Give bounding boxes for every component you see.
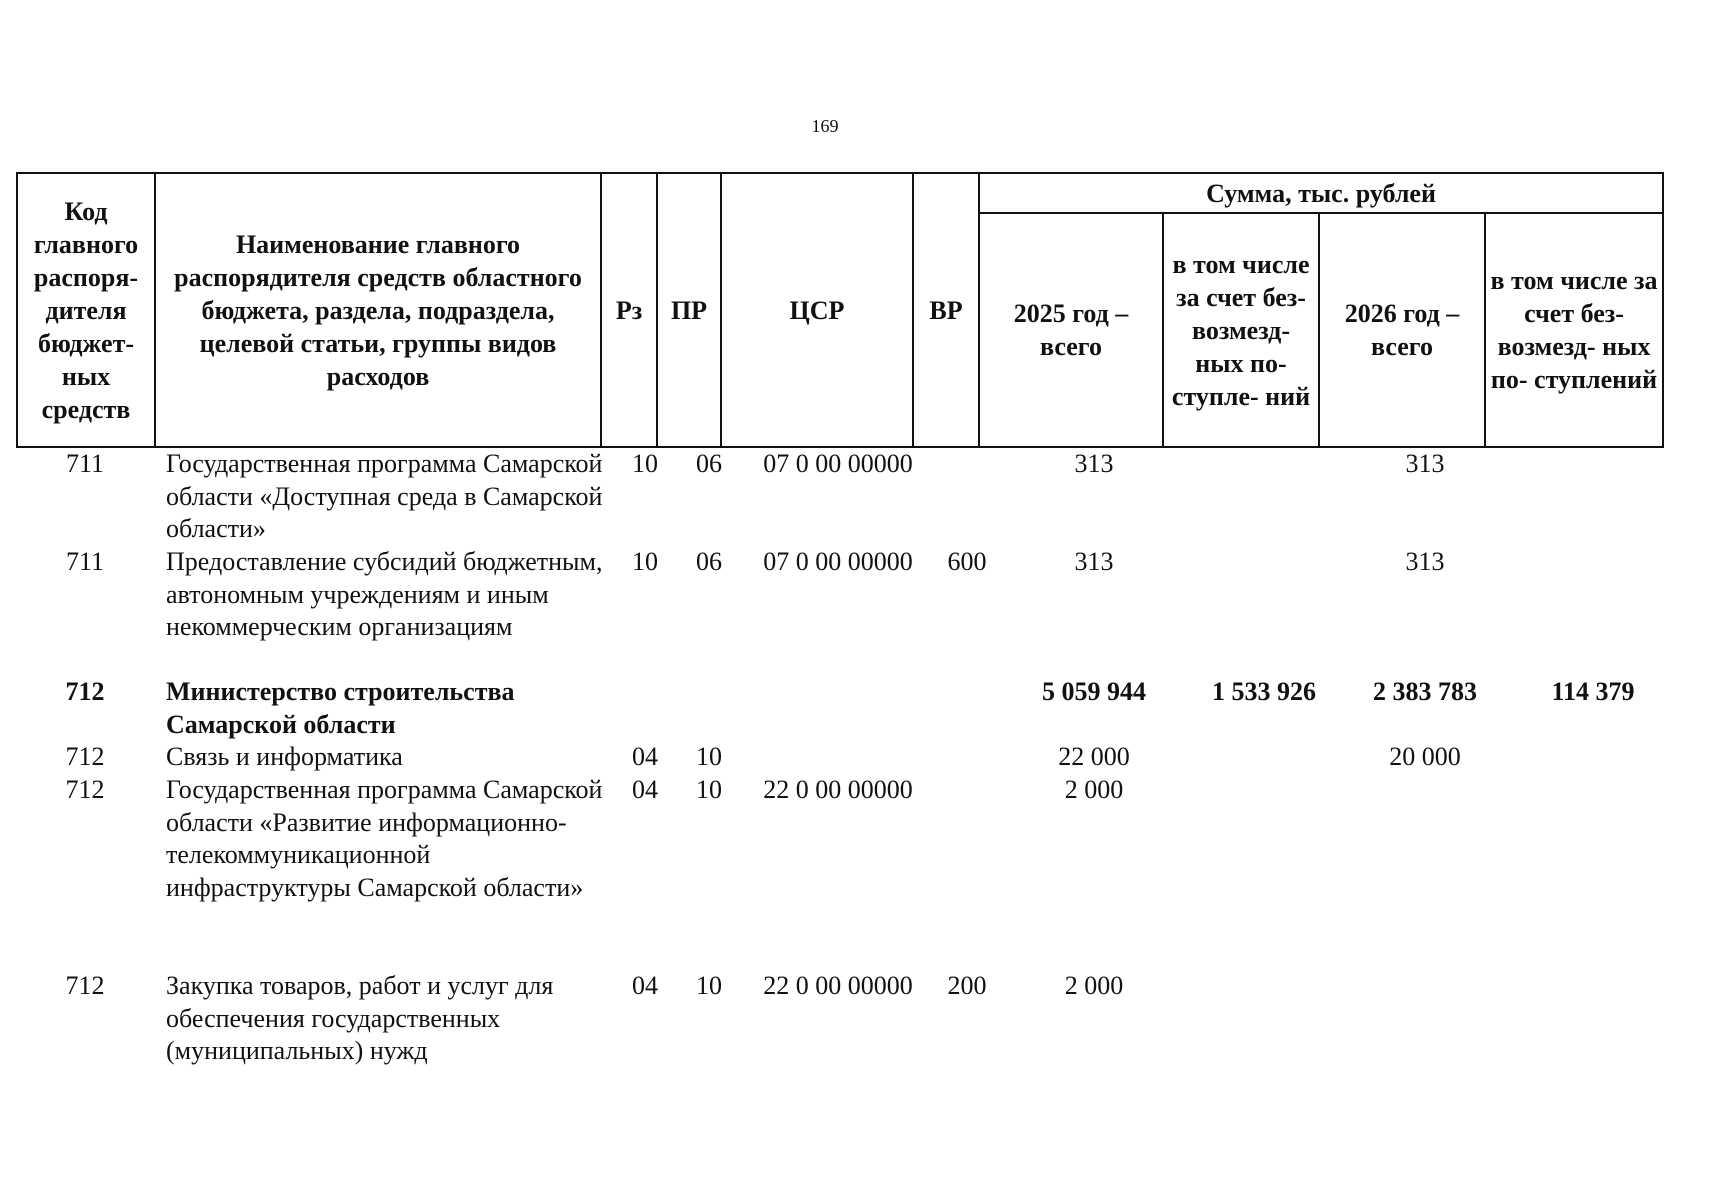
cell-code: 712 [65, 775, 105, 804]
cell-code: 712 [65, 971, 105, 1000]
cell-rz: 04 [632, 742, 658, 771]
table-body [16, 448, 1662, 1068]
cell-name: Связь и информатика [166, 742, 403, 771]
header-code: Код главного распоря- дителя бюджет- ных средств [17, 173, 155, 447]
cell-total-2026: 20 000 [1389, 742, 1461, 771]
cell-total-2025: 2 000 [1064, 775, 1124, 804]
cell-free-2026: 114 379 [1551, 677, 1635, 706]
cell-total-2025: 2 000 [1064, 971, 1124, 1000]
cell-pr: 10 [696, 971, 722, 1000]
cell-code: 712 [65, 742, 105, 771]
table-header [16, 172, 1664, 448]
cell-code: 711 [65, 449, 105, 478]
table-row [16, 448, 1662, 546]
cell-vr: 200 [947, 971, 987, 1000]
cell-csr: 22 0 00 00000 [763, 971, 913, 1000]
cell-name: Предоставление субсидий бюджетным, автономным учреждениям и иным некоммерческим организациям [166, 547, 603, 642]
cell-csr: 22 0 00 00000 [763, 775, 913, 804]
table-row [16, 676, 1662, 741]
cell-total-2025: 313 [1074, 547, 1114, 576]
header-sum-group: Сумма, тыс. рублей [979, 173, 1663, 213]
table-row [16, 970, 1662, 1068]
table-row [16, 741, 1662, 774]
header-total-2026: 2026 год – всего [1319, 213, 1485, 447]
header-name: Наименование главного распорядителя средств областного бюджета, раздела, подраздела, целевой статьи, группы видов расходов [155, 173, 601, 447]
cell-csr: 07 0 00 00000 [763, 449, 913, 478]
cell-vr: 600 [947, 547, 987, 576]
cell-name: Закупка товаров, работ и услуг для обеспечения государственных (муниципальных) нужд [166, 971, 554, 1066]
cell-total-2025: 22 000 [1058, 742, 1130, 771]
cell-code: 711 [65, 547, 105, 576]
cell-rz: 04 [632, 971, 658, 1000]
cell-total-2025: 5 059 944 [1042, 677, 1146, 706]
cell-rz: 10 [632, 449, 658, 478]
table-row [16, 546, 1662, 676]
header-free-2026: в том числе за счет без- возмезд- ных по- ступлений [1485, 213, 1663, 447]
cell-rz: 04 [632, 775, 658, 804]
header-pr: ПР [657, 173, 721, 447]
cell-name: Государственная программа Самарской области «Развитие информационно-телекоммуникационной инфраструктуры Самарской области» [166, 775, 603, 902]
header-rz: Рз [601, 173, 657, 447]
cell-pr: 10 [696, 742, 722, 771]
cell-total-2026: 2 383 783 [1373, 677, 1477, 706]
cell-pr: 06 [696, 547, 722, 576]
header-free-2025: в том числе за счет без- возмезд- ных по- ступле- ний [1163, 213, 1319, 447]
cell-name: Государственная программа Самарской области «Доступная среда в Самарской области» [166, 449, 603, 544]
cell-csr: 07 0 00 00000 [763, 547, 913, 576]
cell-free-2025: 1 533 926 [1212, 677, 1316, 706]
header-vr: ВР [913, 173, 979, 447]
cell-rz: 10 [632, 547, 658, 576]
cell-total-2026: 313 [1405, 547, 1445, 576]
cell-total-2025: 313 [1074, 449, 1114, 478]
cell-pr: 06 [696, 449, 722, 478]
header-total-2025: 2025 год – всего [979, 213, 1163, 447]
cell-code: 712 [65, 677, 105, 706]
page-number: 169 [811, 116, 839, 136]
header-csr: ЦСР [721, 173, 913, 447]
cell-total-2026: 313 [1405, 449, 1445, 478]
cell-name: Министерство строительства Самарской области [166, 677, 515, 739]
table-row [16, 774, 1662, 970]
cell-pr: 10 [696, 775, 722, 804]
